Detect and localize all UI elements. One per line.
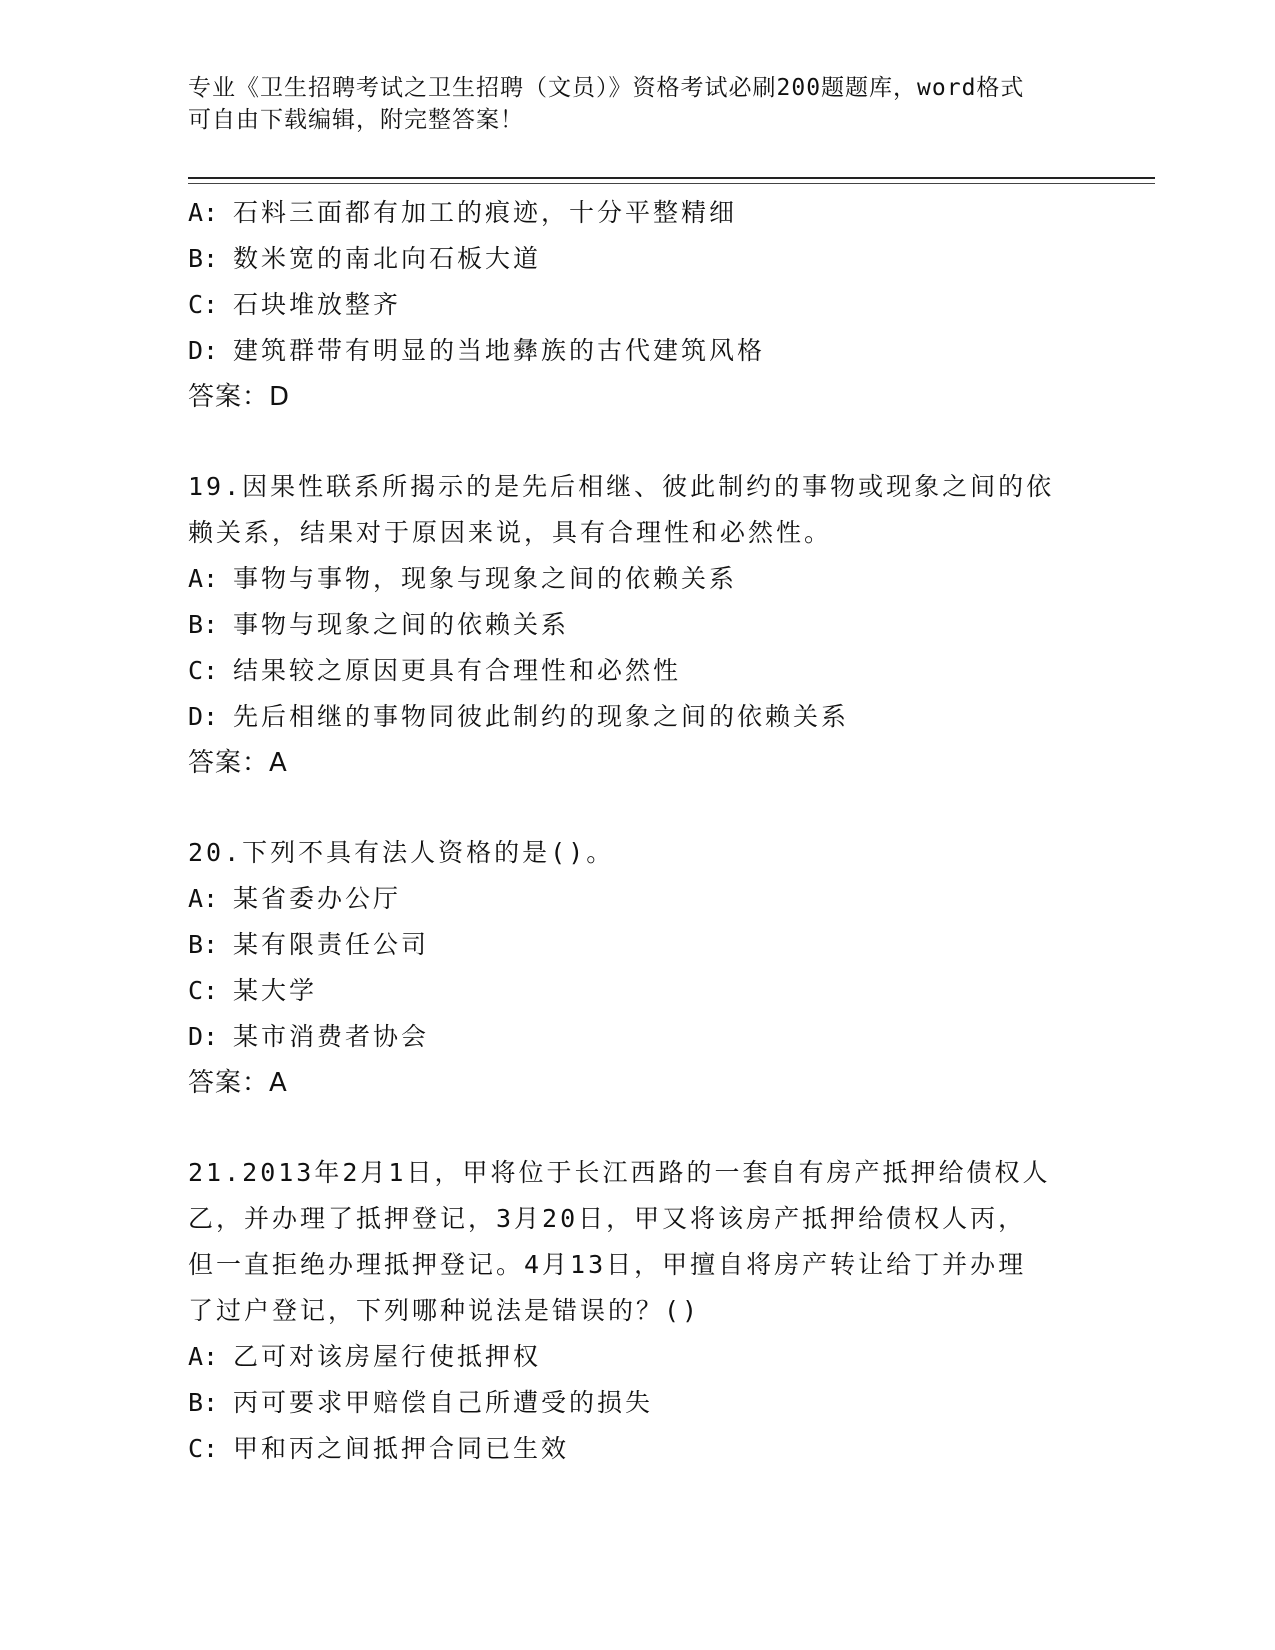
document-header [188, 72, 1088, 136]
option-text: 甲和丙之间抵押合同已生效 [233, 1434, 570, 1463]
spacer [188, 786, 1088, 830]
option-text: 建筑群带有明显的当地彝族的古代建筑风格 [233, 336, 766, 365]
option-c [188, 968, 1088, 1014]
header-divider-thin [188, 183, 1155, 184]
option-text: 某省委办公厅 [233, 884, 402, 913]
option-letter: B: [188, 610, 219, 639]
question-stem: 21.2013年2月1日，甲将位于长江西路的一套自有房产抵押给债权人 [188, 1158, 1051, 1187]
option-letter: B: [188, 1388, 219, 1417]
option-c [188, 1426, 1088, 1472]
option-letter: C: [188, 976, 219, 1005]
option-letter: A: [188, 564, 219, 593]
option-text: 某大学 [233, 976, 318, 1005]
question-20 [188, 830, 1088, 1106]
header-title-line-1: 专业《卫生招聘考试之卫生招聘（文员）》资格考试必刷200题题库，word格式 [188, 75, 1025, 101]
option-text: 某有限责任公司 [233, 930, 430, 959]
option-d [188, 328, 1088, 374]
option-text: 丙可要求甲赔偿自己所遭受的损失 [233, 1388, 654, 1417]
option-b [188, 602, 1088, 648]
option-b [188, 1380, 1088, 1426]
option-a [188, 1334, 1088, 1380]
question-stem-continued: 了过户登记，下列哪种说法是错误的？() [188, 1296, 701, 1325]
option-letter: C: [188, 1434, 219, 1463]
question-stem-continued: 乙，并办理了抵押登记，3月20日，甲又将该房产抵押给债权人丙， [188, 1204, 1027, 1233]
header-title-line-2: 可自由下载编辑，附完整答案！ [188, 107, 524, 133]
answer-line: 答案：A [188, 1068, 288, 1098]
option-letter: C: [188, 656, 219, 685]
option-letter: A: [188, 198, 219, 227]
question-21 [188, 1150, 1088, 1472]
spacer [188, 1106, 1088, 1150]
question-stem: 20.下列不具有法人资格的是()。 [188, 838, 615, 867]
option-letter: D: [188, 702, 219, 731]
spacer [188, 420, 1088, 464]
answer-line: 答案：A [188, 748, 288, 778]
question-stem-continued: 赖关系，结果对于原因来说，具有合理性和必然性。 [188, 518, 833, 547]
option-a [188, 556, 1088, 602]
option-text: 先后相继的事物同彼此制约的现象之间的依赖关系 [233, 702, 850, 731]
option-text: 数米宽的南北向石板大道 [233, 244, 542, 273]
question-stem-continued: 但一直拒绝办理抵押登记。4月13日，甲擅自将房产转让给丁并办理 [188, 1250, 1027, 1279]
option-letter: C: [188, 290, 219, 319]
option-d [188, 694, 1088, 740]
option-c [188, 282, 1088, 328]
question-list [188, 190, 1088, 1472]
option-letter: B: [188, 930, 219, 959]
option-a [188, 190, 1088, 236]
option-letter: A: [188, 884, 219, 913]
option-b [188, 922, 1088, 968]
option-text: 某市消费者协会 [233, 1022, 430, 1051]
question-19 [188, 464, 1088, 786]
option-c [188, 648, 1088, 694]
option-text: 事物与事物，现象与现象之间的依赖关系 [233, 564, 738, 593]
option-text: 石料三面都有加工的痕迹，十分平整精细 [233, 198, 738, 227]
option-b [188, 236, 1088, 282]
option-letter: D: [188, 1022, 219, 1051]
option-text: 事物与现象之间的依赖关系 [233, 610, 570, 639]
option-letter: D: [188, 336, 219, 365]
option-letter: B: [188, 244, 219, 273]
option-text: 乙可对该房屋行使抵押权 [233, 1342, 542, 1371]
option-d [188, 1014, 1088, 1060]
option-text: 结果较之原因更具有合理性和必然性 [233, 656, 682, 685]
option-letter: A: [188, 1342, 219, 1371]
option-text: 石块堆放整齐 [233, 290, 402, 319]
option-a [188, 876, 1088, 922]
question-18 [188, 190, 1088, 420]
question-stem: 19.因果性联系所揭示的是先后相继、彼此制约的事物或现象之间的依 [188, 472, 1055, 501]
answer-line: 答案：D [188, 382, 291, 412]
header-divider-thick [188, 177, 1155, 179]
